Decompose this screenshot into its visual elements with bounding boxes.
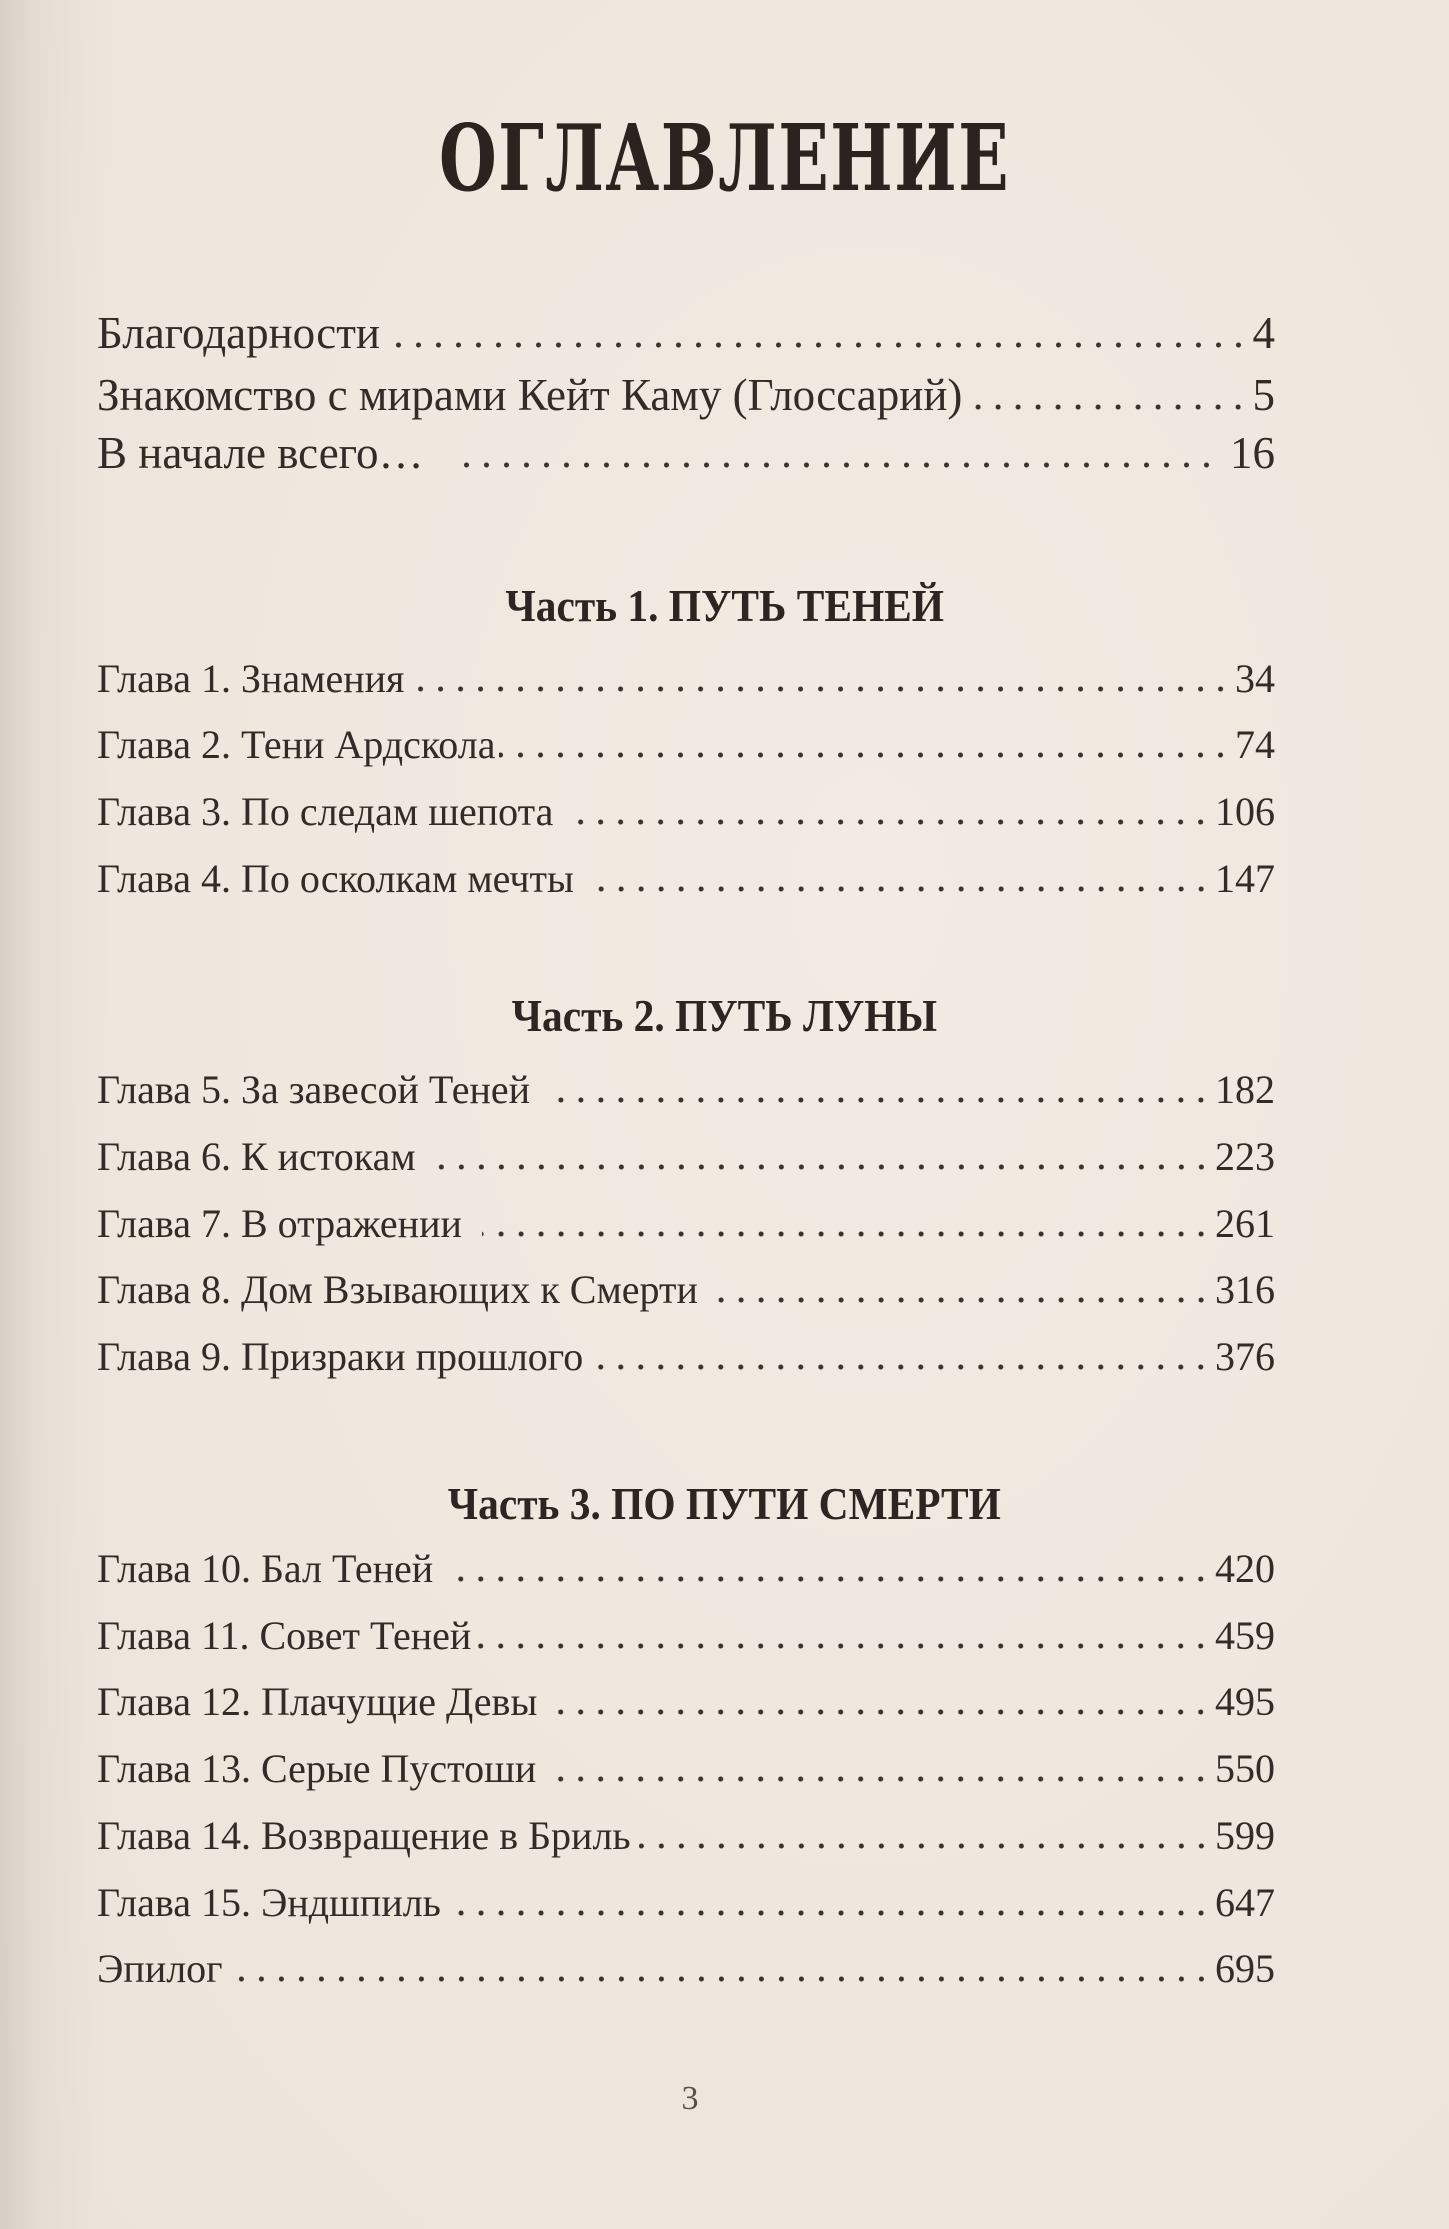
toc-entry-label: Глава 10. Бал Теней — [97, 1546, 434, 1591]
toc-entry-chapter-1[interactable] — [97, 656, 1275, 701]
toc-entry-label: Глава 8. Дом Взывающих к Смерти — [97, 1267, 698, 1312]
toc-entry-label: Знакомство с мирами Кейт Каму (Глоссарий) — [97, 370, 963, 420]
toc-entry-label: В начале всего… — [97, 428, 424, 478]
toc-entry-chapter-6[interactable] — [97, 1134, 1275, 1179]
dot-leader — [408, 686, 1231, 692]
toc-entry-chapter-9[interactable] — [97, 1334, 1275, 1379]
toc-entry-page: 223 — [1215, 1134, 1275, 1179]
toc-entry-chapter-5[interactable] — [97, 1067, 1275, 1112]
toc-entry-chapter-12[interactable] — [97, 1679, 1275, 1724]
toc-entry-page: 5 — [1252, 370, 1275, 420]
toc-entry-chapter-15[interactable] — [97, 1880, 1275, 1925]
dot-leader — [588, 886, 1211, 892]
part-3-heading — [0, 1478, 1449, 1529]
dot-leader — [551, 1709, 1211, 1715]
toc-entry-chapter-10[interactable] — [97, 1546, 1275, 1591]
dot-leader — [552, 1097, 1211, 1103]
dot-leader — [710, 1297, 1211, 1303]
toc-entry-page: 459 — [1215, 1613, 1275, 1658]
toc-entry-page: 182 — [1215, 1067, 1275, 1112]
page-title — [0, 104, 1449, 212]
toc-entry-page: 4 — [1252, 308, 1275, 358]
toc-entry-label: Глава 4. По осколкам мечты — [97, 856, 574, 901]
toc-entry-page: 147 — [1215, 856, 1275, 901]
toc-entry-label: Глава 1. Знамения — [97, 656, 405, 701]
toc-entry-label: Глава 14. Возвращение в Бриль — [97, 1813, 631, 1858]
dot-leader — [452, 462, 1216, 468]
toc-entry-label: Глава 6. К истокам — [97, 1134, 416, 1179]
dot-leader — [966, 404, 1248, 410]
toc-entry-chapter-14[interactable] — [97, 1813, 1275, 1858]
toc-entry-page: 495 — [1215, 1679, 1275, 1724]
toc-entry-page: 420 — [1215, 1546, 1275, 1591]
dot-leader — [639, 1843, 1211, 1849]
dot-leader — [571, 819, 1211, 825]
dot-leader — [546, 1776, 1211, 1782]
title-text: ОГЛАВЛЕНИЕ — [438, 104, 1011, 212]
toc-entry-chapter-13[interactable] — [97, 1746, 1275, 1791]
toc-entry-label: Глава 11. Совет Теней — [97, 1613, 472, 1658]
toc-entry-page: 695 — [1215, 1946, 1275, 1991]
toc-entry-chapter-2[interactable] — [97, 722, 1275, 767]
dot-leader — [384, 342, 1248, 348]
toc-entry-chapter-8[interactable] — [97, 1267, 1275, 1312]
toc-entry-chapter-3[interactable] — [97, 789, 1275, 834]
part-heading-text: Часть 3. ПО ПУТИ СМЕРТИ — [447, 1478, 1002, 1529]
toc-entry-page: 316 — [1215, 1267, 1275, 1312]
dot-leader — [482, 1231, 1211, 1237]
dot-leader — [445, 1910, 1211, 1916]
dot-leader — [233, 1976, 1211, 1982]
toc-entry-page: 599 — [1215, 1813, 1275, 1858]
dot-leader — [597, 1364, 1211, 1370]
toc-entry-page: 74 — [1235, 722, 1275, 767]
toc-entry-chapter-7[interactable] — [97, 1201, 1275, 1246]
toc-entry-beginning[interactable] — [97, 428, 1275, 478]
toc-entry-chapter-11[interactable] — [97, 1613, 1275, 1658]
toc-entry-label: Глава 2. Тени Ардскола — [97, 722, 496, 767]
page-number: 3 — [681, 2080, 699, 2117]
toc-entry-label: Эпилог — [97, 1946, 223, 1991]
toc-entry-label: Глава 13. Серые Пустоши — [97, 1746, 537, 1791]
toc-entry-label: Глава 5. За завесой Теней — [97, 1067, 531, 1112]
dot-leader — [432, 1164, 1211, 1170]
toc-entry-label: Глава 15. Эндшпиль — [97, 1880, 441, 1925]
dot-leader — [447, 1576, 1211, 1582]
toc-entry-page: 16 — [1230, 428, 1275, 478]
toc-entry-page: 261 — [1215, 1201, 1275, 1246]
toc-entry-label: Глава 7. В отражении — [97, 1201, 462, 1246]
dot-leader — [475, 1643, 1211, 1649]
part-heading-text: Часть 2. ПУТЬ ЛУНЫ — [511, 990, 938, 1041]
toc-entry-label: Благодарности — [97, 308, 381, 358]
part-2-heading — [0, 990, 1449, 1041]
toc-entry-page: 106 — [1215, 789, 1275, 834]
part-heading-text: Часть 1. ПУТЬ ТЕНЕЙ — [505, 580, 944, 631]
toc-entry-page: 34 — [1235, 656, 1275, 701]
toc-entry-page: 550 — [1215, 1746, 1275, 1791]
toc-entry-label: Глава 9. Призраки прошлого — [97, 1334, 584, 1379]
toc-entry-glossary[interactable] — [97, 370, 1275, 420]
toc-entry-label: Глава 3. По следам шепота — [97, 789, 554, 834]
toc-entry-epilogue[interactable] — [97, 1946, 1275, 1991]
toc-entry-chapter-4[interactable] — [97, 856, 1275, 901]
toc-entry-page: 647 — [1215, 1880, 1275, 1925]
toc-entry-page: 376 — [1215, 1334, 1275, 1379]
part-1-heading — [0, 580, 1449, 631]
dot-leader — [499, 752, 1231, 758]
toc-entry-acknowledgements[interactable] — [97, 308, 1275, 358]
toc-entry-label: Глава 12. Плачущие Девы — [97, 1679, 538, 1724]
